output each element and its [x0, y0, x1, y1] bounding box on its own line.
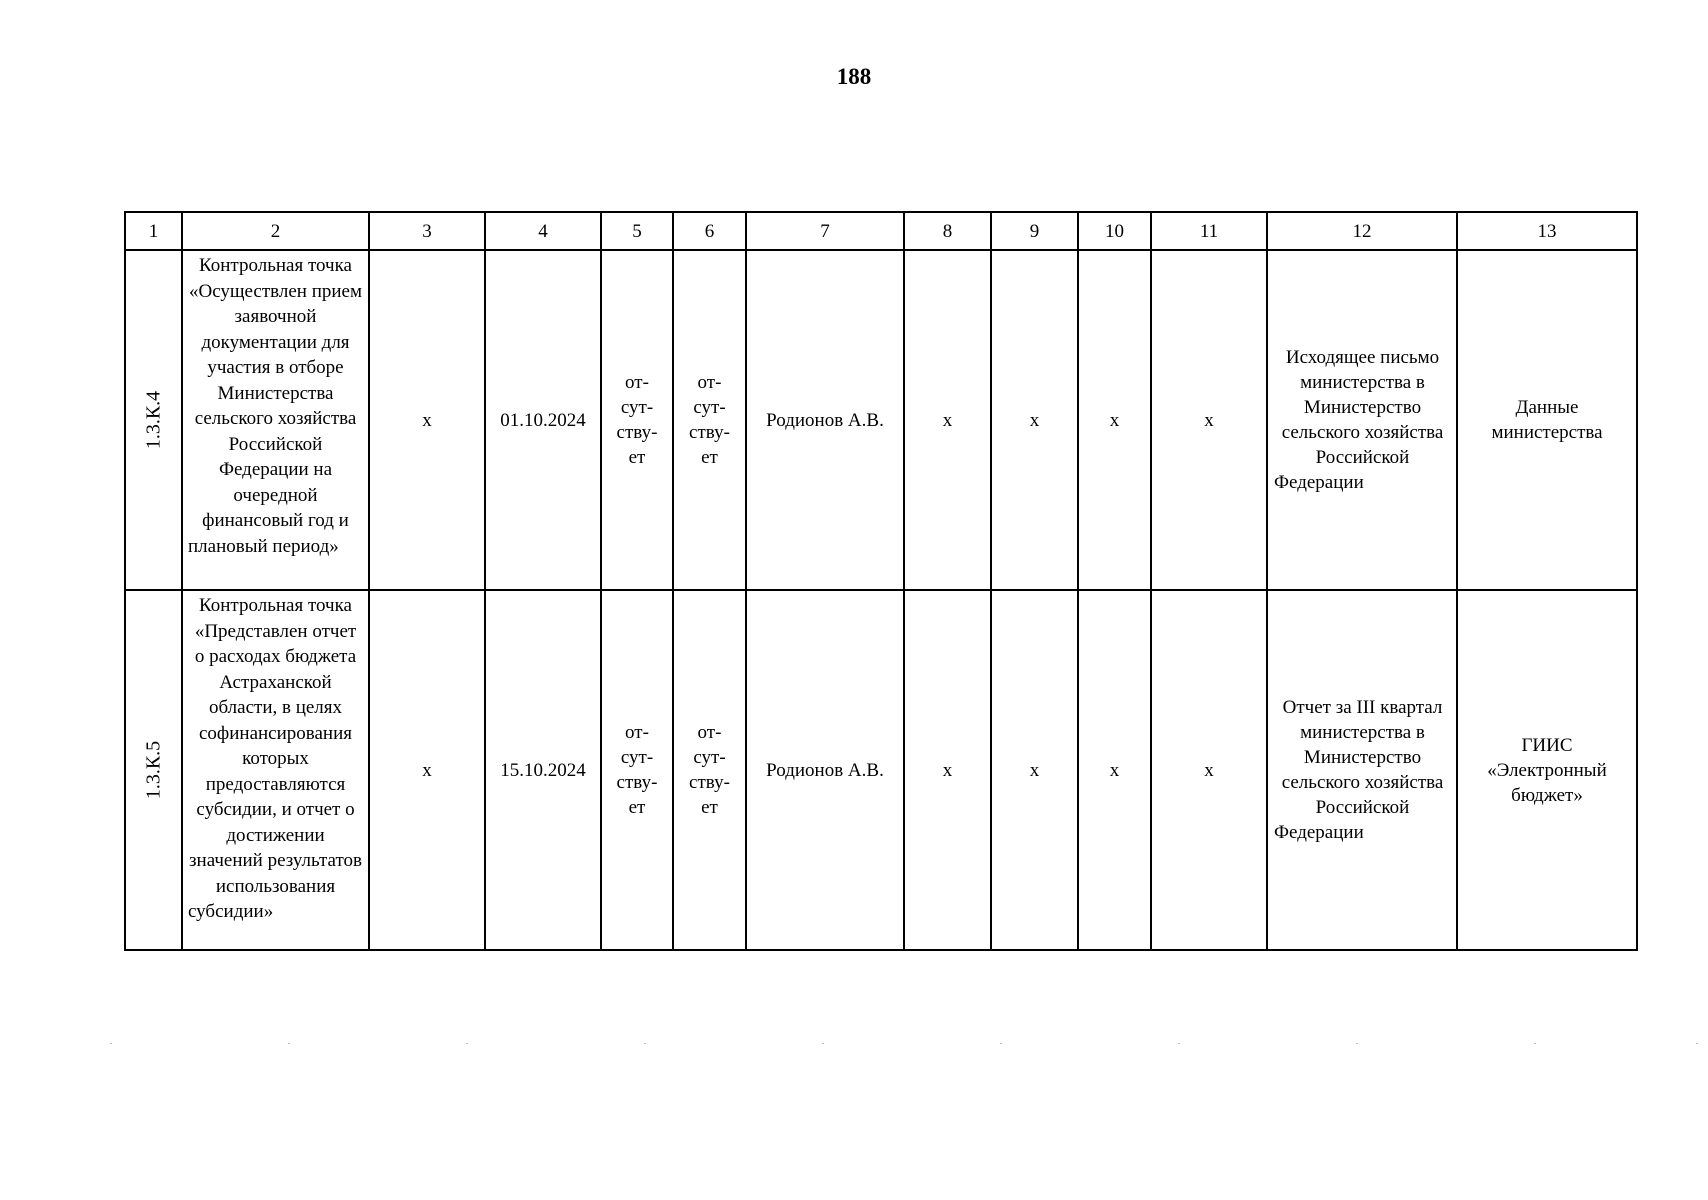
column-header: 8 [904, 212, 991, 250]
deadline-date: 01.10.2024 [485, 250, 601, 590]
row-code: 1.3.К.4 [142, 390, 164, 450]
cell-col9: х [991, 250, 1078, 590]
column-header: 2 [182, 212, 369, 250]
column-header: 4 [485, 212, 601, 250]
cell-col5: от- сут- ству- ет [601, 590, 673, 950]
cell-col11: х [1151, 590, 1267, 950]
confirming-document: Отчет за III квартал министерства в Министерство сельского хозяйства Российской Федерации [1267, 590, 1457, 950]
control-point-description: Контрольная точка «Осуществлен прием заявочной документации для участия в отборе Министерства сельского хозяйства Российской Федерации на очередной финансовый год и плановый период» [182, 250, 369, 590]
table-header-row [125, 212, 1637, 250]
row-code-cell [125, 590, 182, 950]
column-header: 9 [991, 212, 1078, 250]
column-header: 11 [1151, 212, 1267, 250]
page-number: 188 [836, 64, 872, 89]
column-header: 1 [125, 212, 182, 250]
responsible-person: Родионов А.В. [746, 250, 904, 590]
control-point-description: Контрольная точка «Представлен отчет о расходах бюджета Астраханской области, в целях софинансирования которых предоставляются субсидии, и отчет о достижении значений результатов использования субсидии» [182, 590, 369, 950]
cell-col9: х [991, 590, 1078, 950]
deadline-date: 15.10.2024 [485, 590, 601, 950]
row-code-cell [125, 250, 182, 590]
row-code: 1.3.К.5 [142, 740, 164, 800]
responsible-person: Родионов А.В. [746, 590, 904, 950]
confirming-document: Исходящее письмо министерства в Министерство сельского хозяйства Российской Федерации [1267, 250, 1457, 590]
cell-col8: х [904, 590, 991, 950]
information-source: Данные министерства [1457, 250, 1637, 590]
column-header: 6 [673, 212, 746, 250]
cell-col10: х [1078, 590, 1151, 950]
column-header: 7 [746, 212, 904, 250]
control-points-table [124, 211, 1638, 951]
scan-artifact-line [110, 1043, 1700, 1045]
cell-col3: х [369, 590, 485, 950]
column-header: 3 [369, 212, 485, 250]
cell-col5: от- сут- ству- ет [601, 250, 673, 590]
column-header: 10 [1078, 212, 1151, 250]
cell-col8: х [904, 250, 991, 590]
table-row [125, 590, 1637, 950]
cell-col10: х [1078, 250, 1151, 590]
cell-col11: х [1151, 250, 1267, 590]
column-header: 5 [601, 212, 673, 250]
information-source: ГИИС «Электронный бюджет» [1457, 590, 1637, 950]
cell-col3: х [369, 250, 485, 590]
column-header: 13 [1457, 212, 1637, 250]
column-header: 12 [1267, 212, 1457, 250]
table-row [125, 250, 1637, 590]
cell-col6: от- сут- ству- ет [673, 250, 746, 590]
cell-col6: от- сут- ству- ет [673, 590, 746, 950]
